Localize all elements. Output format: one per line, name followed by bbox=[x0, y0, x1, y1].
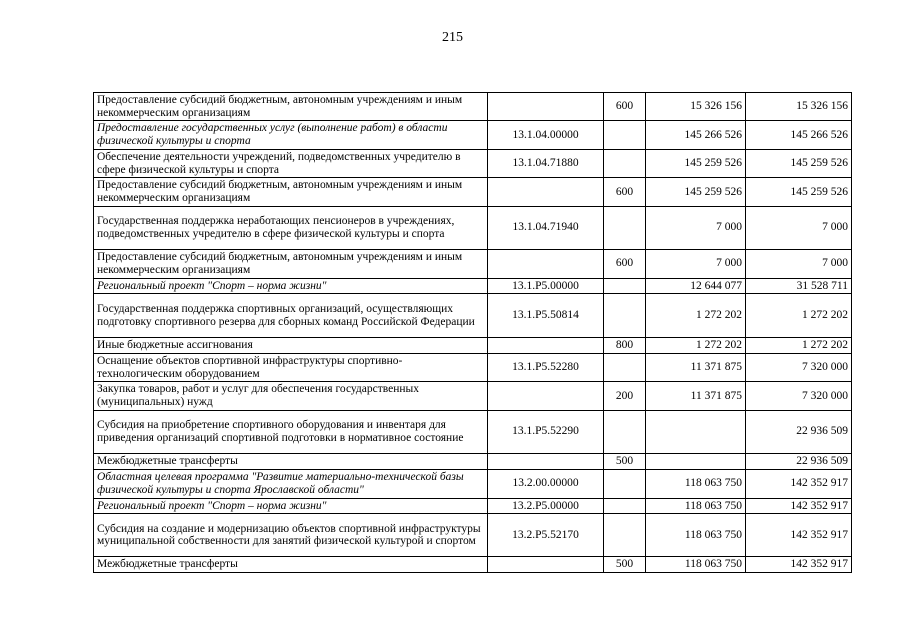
row-amount-1-cell: 118 063 750 bbox=[646, 498, 746, 514]
row-amount-1-cell: 145 259 526 bbox=[646, 178, 746, 206]
row-amount-2-cell: 7 000 bbox=[746, 249, 852, 278]
table-row bbox=[94, 514, 852, 557]
row-amount-2-cell: 142 352 917 bbox=[746, 498, 852, 514]
row-amount-2-cell: 22 936 509 bbox=[746, 410, 852, 453]
row-code-cell: 13.1.P5.00000 bbox=[488, 278, 604, 294]
row-code-cell bbox=[488, 178, 604, 206]
table-row bbox=[94, 121, 852, 149]
row-code-cell bbox=[488, 453, 604, 469]
row-amount-1-cell: 12 644 077 bbox=[646, 278, 746, 294]
row-amount-2-cell: 31 528 711 bbox=[746, 278, 852, 294]
row-code-cell: 13.1.04.71940 bbox=[488, 206, 604, 249]
row-amount-2-cell: 145 259 526 bbox=[746, 149, 852, 177]
row-name-cell: Региональный проект "Спорт – норма жизни" bbox=[94, 278, 488, 294]
row-expense-type-cell bbox=[604, 206, 646, 249]
row-code-cell: 13.1.P5.52290 bbox=[488, 410, 604, 453]
row-expense-type-cell bbox=[604, 469, 646, 498]
row-amount-1-cell bbox=[646, 410, 746, 453]
row-code-cell bbox=[488, 338, 604, 354]
page-number: 215 bbox=[442, 30, 463, 45]
row-expense-type-cell bbox=[604, 121, 646, 149]
row-expense-type-cell: 800 bbox=[604, 338, 646, 354]
row-amount-1-cell: 7 000 bbox=[646, 206, 746, 249]
row-code-cell: 13.1.04.00000 bbox=[488, 121, 604, 149]
row-name-cell: Обеспечение деятельности учреждений, подведомственных учредителю в сфере физической культуры и спорта bbox=[94, 149, 488, 177]
table-row bbox=[94, 278, 852, 294]
budget-table-body bbox=[94, 93, 852, 573]
row-code-cell: 13.2.P5.00000 bbox=[488, 498, 604, 514]
row-expense-type-cell bbox=[604, 410, 646, 453]
row-amount-2-cell: 145 266 526 bbox=[746, 121, 852, 149]
row-amount-2-cell: 7 320 000 bbox=[746, 382, 852, 410]
table-row bbox=[94, 410, 852, 453]
table-row bbox=[94, 498, 852, 514]
row-amount-1-cell: 145 259 526 bbox=[646, 149, 746, 177]
row-amount-1-cell: 11 371 875 bbox=[646, 354, 746, 382]
row-expense-type-cell: 500 bbox=[604, 453, 646, 469]
row-name-cell: Областная целевая программа "Развитие материально-технической базы физической культуры и спорта Ярославской области" bbox=[94, 469, 488, 498]
row-expense-type-cell bbox=[604, 294, 646, 338]
row-amount-2-cell: 142 352 917 bbox=[746, 557, 852, 573]
row-code-cell: 13.2.00.00000 bbox=[488, 469, 604, 498]
row-amount-1-cell: 1 272 202 bbox=[646, 294, 746, 338]
table-row bbox=[94, 93, 852, 121]
row-amount-2-cell: 7 320 000 bbox=[746, 354, 852, 382]
table-row bbox=[94, 338, 852, 354]
row-code-cell bbox=[488, 93, 604, 121]
row-amount-1-cell: 1 272 202 bbox=[646, 338, 746, 354]
row-amount-1-cell: 118 063 750 bbox=[646, 514, 746, 557]
row-name-cell: Предоставление субсидий бюджетным, автономным учреждениям и иным некоммерческим организациям bbox=[94, 93, 488, 121]
table-row bbox=[94, 557, 852, 573]
row-code-cell: 13.1.P5.50814 bbox=[488, 294, 604, 338]
row-name-cell: Закупка товаров, работ и услуг для обеспечения государственных (муниципальных) нужд bbox=[94, 382, 488, 410]
row-amount-1-cell: 11 371 875 bbox=[646, 382, 746, 410]
row-amount-1-cell: 118 063 750 bbox=[646, 469, 746, 498]
row-code-cell: 13.2.P5.52170 bbox=[488, 514, 604, 557]
row-amount-2-cell: 1 272 202 bbox=[746, 294, 852, 338]
row-name-cell: Государственная поддержка неработающих пенсионеров в учреждениях, подведомственных учредителю в сфере физической культуры и спорта bbox=[94, 206, 488, 249]
table-row bbox=[94, 178, 852, 206]
row-code-cell: 13.1.P5.52280 bbox=[488, 354, 604, 382]
row-name-cell: Оснащение объектов спортивной инфраструктуры спортивно-технологическим оборудованием bbox=[94, 354, 488, 382]
row-name-cell: Предоставление субсидий бюджетным, автономным учреждениям и иным некоммерческим организациям bbox=[94, 249, 488, 278]
row-code-cell bbox=[488, 249, 604, 278]
table-row bbox=[94, 354, 852, 382]
table-row bbox=[94, 249, 852, 278]
row-amount-2-cell: 22 936 509 bbox=[746, 453, 852, 469]
row-name-cell: Государственная поддержка спортивных организаций, осуществляющих подготовку спортивного резерва для сборных команд Российской Федерации bbox=[94, 294, 488, 338]
row-expense-type-cell bbox=[604, 514, 646, 557]
row-name-cell: Предоставление субсидий бюджетным, автономным учреждениям и иным некоммерческим организациям bbox=[94, 178, 488, 206]
row-code-cell bbox=[488, 382, 604, 410]
budget-table bbox=[93, 92, 852, 573]
table-row bbox=[94, 206, 852, 249]
row-amount-2-cell: 1 272 202 bbox=[746, 338, 852, 354]
row-amount-1-cell bbox=[646, 453, 746, 469]
row-amount-2-cell: 142 352 917 bbox=[746, 514, 852, 557]
row-name-cell: Региональный проект "Спорт – норма жизни" bbox=[94, 498, 488, 514]
table-row bbox=[94, 149, 852, 177]
row-expense-type-cell: 600 bbox=[604, 249, 646, 278]
row-expense-type-cell bbox=[604, 498, 646, 514]
table-row bbox=[94, 294, 852, 338]
row-code-cell: 13.1.04.71880 bbox=[488, 149, 604, 177]
row-expense-type-cell: 600 bbox=[604, 178, 646, 206]
row-amount-2-cell: 145 259 526 bbox=[746, 178, 852, 206]
row-amount-2-cell: 7 000 bbox=[746, 206, 852, 249]
row-expense-type-cell bbox=[604, 278, 646, 294]
table-row bbox=[94, 469, 852, 498]
row-name-cell: Субсидия на создание и модернизацию объектов спортивной инфраструктуры муниципальной собственности для занятий физической культурой и спортом bbox=[94, 514, 488, 557]
row-expense-type-cell bbox=[604, 149, 646, 177]
row-amount-2-cell: 15 326 156 bbox=[746, 93, 852, 121]
row-expense-type-cell bbox=[604, 354, 646, 382]
row-amount-1-cell: 15 326 156 bbox=[646, 93, 746, 121]
row-amount-1-cell: 7 000 bbox=[646, 249, 746, 278]
row-amount-1-cell: 145 266 526 bbox=[646, 121, 746, 149]
table-row bbox=[94, 382, 852, 410]
row-name-cell: Межбюджетные трансферты bbox=[94, 557, 488, 573]
table-row bbox=[94, 453, 852, 469]
row-expense-type-cell: 200 bbox=[604, 382, 646, 410]
row-amount-2-cell: 142 352 917 bbox=[746, 469, 852, 498]
row-expense-type-cell: 600 bbox=[604, 93, 646, 121]
row-expense-type-cell: 500 bbox=[604, 557, 646, 573]
row-name-cell: Предоставление государственных услуг (выполнение работ) в области физической культуры и спорта bbox=[94, 121, 488, 149]
row-name-cell: Межбюджетные трансферты bbox=[94, 453, 488, 469]
row-name-cell: Иные бюджетные ассигнования bbox=[94, 338, 488, 354]
row-code-cell bbox=[488, 557, 604, 573]
row-amount-1-cell: 118 063 750 bbox=[646, 557, 746, 573]
row-name-cell: Субсидия на приобретение спортивного оборудования и инвентаря для приведения организаций спортивной подготовки в нормативное состояние bbox=[94, 410, 488, 453]
